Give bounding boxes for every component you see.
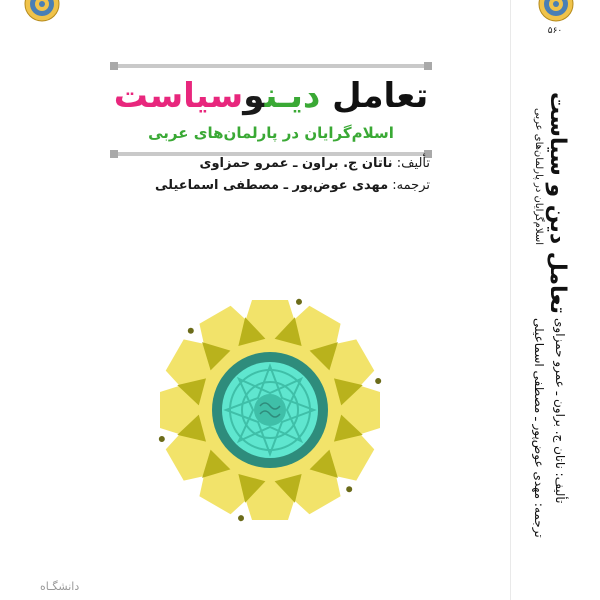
spine-translator: ترجمه: مهدی عوض‌پور ـ مصطفی اسماعیلی [532, 318, 546, 538]
spine-title: تعامل دین و سیاست [545, 92, 570, 314]
spine-university-seal-icon [538, 0, 574, 22]
translator-line [150, 178, 430, 193]
title-part-1: تعامل [320, 76, 429, 116]
author-names: ناتان ج. براون ـ عمرو حمزاوی [199, 156, 393, 171]
spine-author: تألیف: ناتان ج. براون ـ عمرو حمزاوی [553, 318, 567, 504]
book-title [112, 74, 430, 118]
title-part-2: دیـن [264, 76, 321, 116]
series-number: ۵۶۰ [547, 26, 563, 36]
spine-subtitle: اسلام‌گرایان در پارلمان‌های عربی [533, 108, 544, 245]
author-label: تألیف: [396, 156, 430, 171]
top-rule [112, 64, 430, 68]
geometric-star-emblem-icon [150, 290, 390, 530]
translator-label: ترجمه: [392, 178, 430, 193]
publisher-text: دانشگـاه [40, 580, 80, 593]
book-spine [510, 0, 600, 600]
translator-names: مهدی عوض‌پور ـ مصطفی اسماعیلی [155, 178, 389, 193]
title-part-3: و [243, 76, 265, 116]
spine-divider [510, 0, 511, 600]
book-subtitle: اسلام‌گرایان در پارلمان‌های عربی [148, 124, 394, 142]
university-seal-icon [24, 0, 60, 22]
title-part-4: سیاست [113, 76, 244, 116]
author-line [150, 156, 430, 171]
